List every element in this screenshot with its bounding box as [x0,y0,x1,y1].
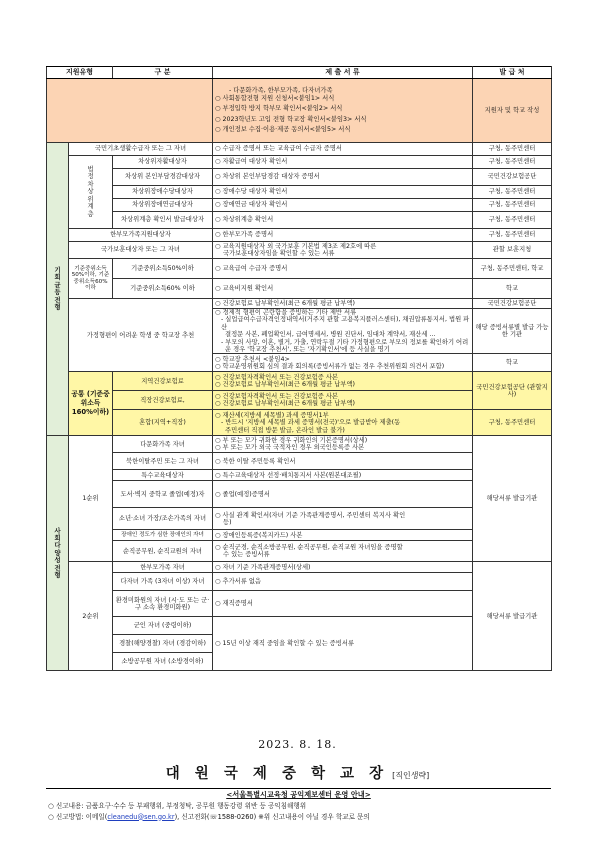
document-cell: ○ 사실 관계 확인서(자녀 기준 가족관계증명서, 주민센터 복지사 확인 등) [213,508,473,530]
document-cell: ○ 한부모가족 증명서 [213,229,473,242]
median-income-group-label: 기준중위소득50%이하, 기준중위소득60% 이하 [69,259,113,299]
issuer-cell: 국민건강보험공단 (관할지사) [473,372,552,410]
category-cell: 기준중위소득60% 이하 [113,279,213,299]
common-docs-row [47,79,552,143]
category-cell: 차상위자활대상자 [113,156,213,169]
document-cell: ○ 장애연금 대상자 확인서 [213,199,473,212]
sahoe-label: 사 회 다 양 성 전 형 [47,436,69,671]
notice-report-method: ○ 신고방법: 이메일(cleanedu@sen.go.kr), 신고전화(☏1588-0260) ※위 신고내용이 아닐 경우 학교로 문의 [48,812,370,821]
issuer-cell: 국민건강보험공단 [473,299,552,309]
category-cell: 다자녀 가족 (3자녀 이상) 자녀 [113,573,213,591]
gihoe-row-3 [47,169,552,186]
issuer-cell: 해당 증빙서류별 발급 가능한 기관 [473,309,552,354]
gihoe-row-9 [47,259,552,279]
issuer-cell: 학교 [473,354,552,372]
gihoe-row-4 [47,186,552,199]
issuer-cell: 국민건강보험공단 [473,169,552,186]
common-docs-list: - 다문화가족, 한부모가족, 다자녀가족 ○ 사회통합전형 지원 신청서<붙임1> 서식 ○ 부정입학 방지 학부모 확인서<붙임2> 서식 ○ 2023학년도 고입 전형 학교장 확인서<붙임3> 서식 ○ 개인정보 수집·이용·제공 동의서<붙임5> 서식 [213,79,473,143]
issuer-cell: 구청, 동주민센터 [473,229,552,242]
issuer-cell: 관할 보훈지청 [473,242,552,259]
document-cell: ○ 차상위 본인부담경감 대상자 증명서 [213,169,473,186]
document-cell: ○ 졸업(예정)증명서 [213,481,473,508]
category-cell: 차상위 본인부담경감대상자 [113,169,213,186]
issuer-cell: 구청, 동주민센터 [473,156,552,169]
category-cell: 차상위장애연금대상자 [113,199,213,212]
gihoe-row-10 [47,279,552,299]
principal-signature [0,762,595,783]
gihoe-row-7 [47,229,552,242]
issuer-cell: 구청, 동주민센터 [473,212,552,229]
seal-omitted-note: [직인생략] [392,771,430,780]
rank-2-label: 2순위 [69,562,113,671]
document-cell: ○ 차상위계층 확인서 [213,212,473,229]
header-category: 구 분 [113,67,213,79]
document-cell: ○ 교육지원대상자 외 국가보훈 기본법 제3조 제2호에 따른 국가보훈대상자임을 확인할 수 있는 서류 [213,242,473,259]
issuer-cell: 구청, 동주민센터 [473,199,552,212]
document-cell: ○ 자녀 기준 가족관계증명서(상세) [213,562,473,573]
report-email-link[interactable]: cleanedu@sen.go.kr [107,812,175,821]
document-cell: ○ 15년 이상 재직 중임을 확인할 수 있는 증빙서류 [213,617,473,671]
category-cell: 지역건강보험료 [113,372,213,391]
notice-title: <서울특별시교육청 공익제보센터 운영 안내> [226,790,371,799]
category-cell: 환경미화원의 자녀 (시·도 또는 군·구 소속 환경미화원) [113,591,213,617]
category-cell: 국가보훈대상자 또는 그 자녀 [69,242,213,259]
notice-report-content: ○ 신고내용: 금품요구·수수 등 부패행위, 부정청탁, 공무원 행동강령 위반 등 공익침해행위 [48,802,307,810]
category-cell: 다문화가족 자녀 [113,436,213,453]
issuer-cell: 구청, 동주민센터 [473,410,552,436]
document-cell: ○ 수급자 증명서 또는 교육급여 수급자 증명서 [213,143,473,156]
document-cell: ○ 장애수당 대상자 확인서 [213,186,473,199]
category-cell: 군인 자녀 (중령이하) [113,617,213,635]
category-cell: 한부모가족지원대상자 [69,229,213,242]
document-cell: ○ 건강보험자격확인서 또는 건강보험증 사본 ○ 건강보험료 납부확인서(최근 6개월 평균 납부액) [213,391,473,410]
common-docs-issuer: 지원자 및 학교 작성 [473,79,552,143]
category-cell: 소방공무원 자녀 (소방경이하) [113,653,213,671]
document-cell: ○ 교육급여 수급자 증명서 [213,259,473,279]
gihoe-row-8 [47,242,552,259]
document-cell: ○ 학교장 추천서 <붙임4> ○ 학교운영위원회 심의 결과 회의록(증빙서류가 없는 경우 추천위원회 의견서 포함) [213,354,473,372]
category-cell: 직장건강보험료, [113,391,213,410]
gihoe-row-2 [47,156,552,169]
header-support-type: 지원유형 [47,67,113,79]
public-report-notice [46,788,551,822]
category-cell: 장애인 정도가 심한 장애인의 자녀 [113,530,213,541]
rank-1-label: 1순위 [69,436,113,562]
gihoe-label: 기 회 균 등 전 형 [47,143,69,436]
rank-2-issuer: 해당서류 발급기관 [473,562,552,671]
rank-1-issuer: 해당서류 발급기관 [473,436,552,562]
document-cell: ○ 건강보험자격확인서 또는 건강보험증 사본 ○ 건강보험료 납부확인서(최근 6개월 평균 납부액) [213,372,473,391]
category-cell: 한부모가족 자녀 [113,562,213,573]
document-cell: ○ 건강보험료 납부확인서(최근 6개월 평균 납부액) [213,299,473,309]
category-cell: 차상위장애수당대상자 [113,186,213,199]
category-cell: 소년·소녀 가장/조손가족의 자녀 [113,508,213,530]
gihoe-row-5 [47,199,552,212]
common-health-row-1 [47,372,552,391]
common-health-label: 공통 (기준중위소득160%이하) [69,372,113,436]
category-cell: 북한이탈주민 또는 그 자녀 [113,453,213,470]
issuer-cell: 구청, 동주민센터 [473,186,552,199]
sahoe-row-8 [47,562,552,573]
category-cell: 도서·벽지 중학교 졸업(예정)자 [113,481,213,508]
document-cell: ○ 추가서류 없음 [213,573,473,591]
legal-near-poverty-label: 법 정 차 상 위 계 층 [69,156,113,229]
document-cell: ○ 재산세(지방세 세목별) 과세 증명서1부 - 반드시 '지방세 세목별 과세 증명서(전국)'으로 발급받아 제출(동 주민센터 직접 방문 발급, 온라인 발급 불가) [213,410,473,436]
principal-recommend-category: 가정형편이 어려운 학생 중 학교장 추천 [69,299,213,372]
header-issuer: 발 급 처 [473,67,552,79]
sahoe-row-1 [47,436,552,453]
common-docs-blank [47,79,213,143]
document-cell: ○ 재직증명서 [213,591,473,617]
issuer-cell: 구청, 동주민센터, 학교 [473,259,552,279]
category-cell: 특수교육대상자 [113,470,213,481]
table-header-row [47,67,552,79]
category-cell: 혼합(지역+직장) [113,410,213,436]
document-cell: ○ 특수교육대상자 선정·배치통지서 사본(원본대조필) [213,470,473,481]
issuer-cell: 학교 [473,279,552,299]
category-cell: 기준중위소득50%이하 [113,259,213,279]
document-cell: ○ 장애인등록증(복지카드) 사본 [213,530,473,541]
gihoe-row-11a [47,299,552,309]
common-health-row-3 [47,410,552,436]
category-cell: 순직공무원, 순직교원의 자녀 [113,541,213,562]
principal-name: 대 원 국 제 중 학 교 장 [165,765,389,782]
gihoe-row-6 [47,212,552,229]
document-cell: ○ 순직군경, 순직소방공무원, 순직공무원, 순직교원 자녀임을 증명할 수 있는 증빙서류 [213,541,473,562]
document-cell: ○ 경제적 형편이 곤란함을 증빙하는 기타 제반 서류 - 실업급여수급자격인정내역서(거주지 관할 고용복지플러스센터), 채권압류통지서, 법원 파산 결정문 사본, 폐업확인서, 급여명세서, 병원 진단서, 임대차 계약서, 재산세 ... - 부모의 사망, 이혼, 별거, 가출, 연락두절 기타 가정형편으로 부모의 정보를 확인하기 어려 운 경우 '학교장 추천서', 또는 '자기확인서'에 등 사실을 명기 [213,309,473,354]
header-documents: 제 출 서 류 [213,67,473,79]
document-cell: ○ 교육비지원 확인서 [213,279,473,299]
document-cell: ○ 북한 이탈 주민등록 확인서 [213,453,473,470]
category-cell: 차상위계층 확인서 발급대상자 [113,212,213,229]
category-cell: 경찰(해양경찰) 자녀 (경감이하) [113,635,213,653]
document-cell: ○ 자활급여 대상자 확인서 [213,156,473,169]
gihoe-row-1 [47,143,552,156]
category-cell: 국민기초생활수급자 또는 그 자녀 [69,143,213,156]
issuer-cell: 구청, 동주민센터 [473,143,552,156]
document-cell: ○ 부 또는 모가 귀화한 경우 귀화인의 기본증명서(상세) ○ 부 또는 모가 외국 국적자인 경우 외국인등록증 사본 [213,436,473,453]
submission-documents-table [46,66,552,671]
issue-date: 2023. 8. 18. [258,738,337,751]
